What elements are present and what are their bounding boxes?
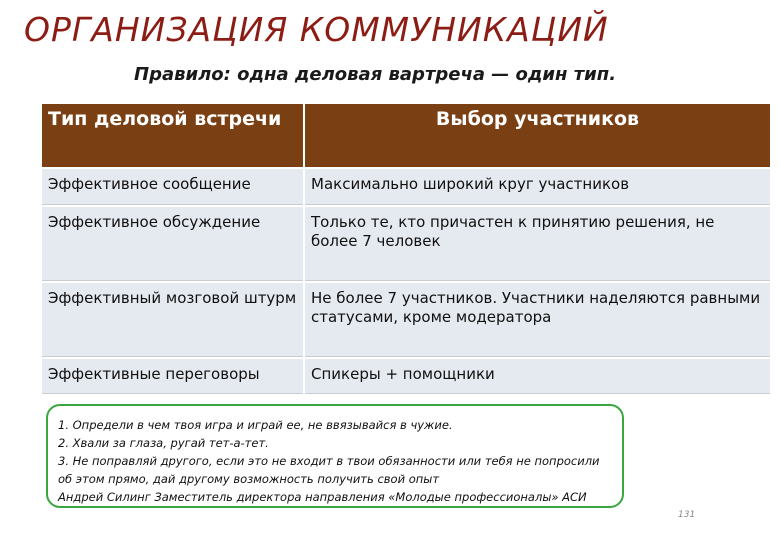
participants-cell: Спикеры + помощники (304, 358, 770, 394)
meeting-type-cell: Эффективный мозговой штурм (42, 282, 304, 358)
quote-line: 2. Хвали за глаза, ругай тет-а-тет. (58, 436, 269, 450)
meeting-type-cell: Эффективное сообщение (42, 168, 304, 206)
quote-author: Андрей Силинг Заместитель директора направления «Молодые профессионалы» АСИ (58, 490, 587, 504)
meeting-type-cell: Эффективное обсуждение (42, 206, 304, 282)
quote-line: об этом прямо, дай другому возможность получить свой опыт (58, 472, 440, 486)
page-number: 131 (678, 510, 696, 520)
participants-cell: Не более 7 участников. Участники наделяются равными статусами, кроме модератора (304, 282, 770, 358)
participants-cell: Максимально широкий круг участников (304, 168, 770, 206)
meeting-types-table (42, 104, 770, 394)
participants-cell: Только те, кто причастен к принятию решения, не более 7 человек (304, 206, 770, 282)
slide-title: ОРГАНИЗАЦИЯ КОММУНИКАЦИЙ (24, 10, 609, 49)
table-row (42, 282, 770, 358)
quote-line: 1. Определи в чем твоя игра и играй ее, не ввязывайся в чужие. (58, 418, 453, 432)
column-header-participants: Выбор участников (304, 104, 770, 168)
table-row (42, 358, 770, 394)
table-header-row (42, 104, 770, 168)
column-header-meeting-type: Тип деловой встречи (42, 104, 304, 168)
table-row (42, 206, 770, 282)
quote-line: 3. Не поправляй другого, если это не входит в твои обязанности или тебя не попросили (58, 454, 600, 468)
slide-subtitle: Правило: одна деловая вартреча — один тип. (134, 64, 617, 85)
quote-box (46, 404, 624, 508)
meeting-type-cell: Эффективные переговоры (42, 358, 304, 394)
table-row (42, 168, 770, 206)
